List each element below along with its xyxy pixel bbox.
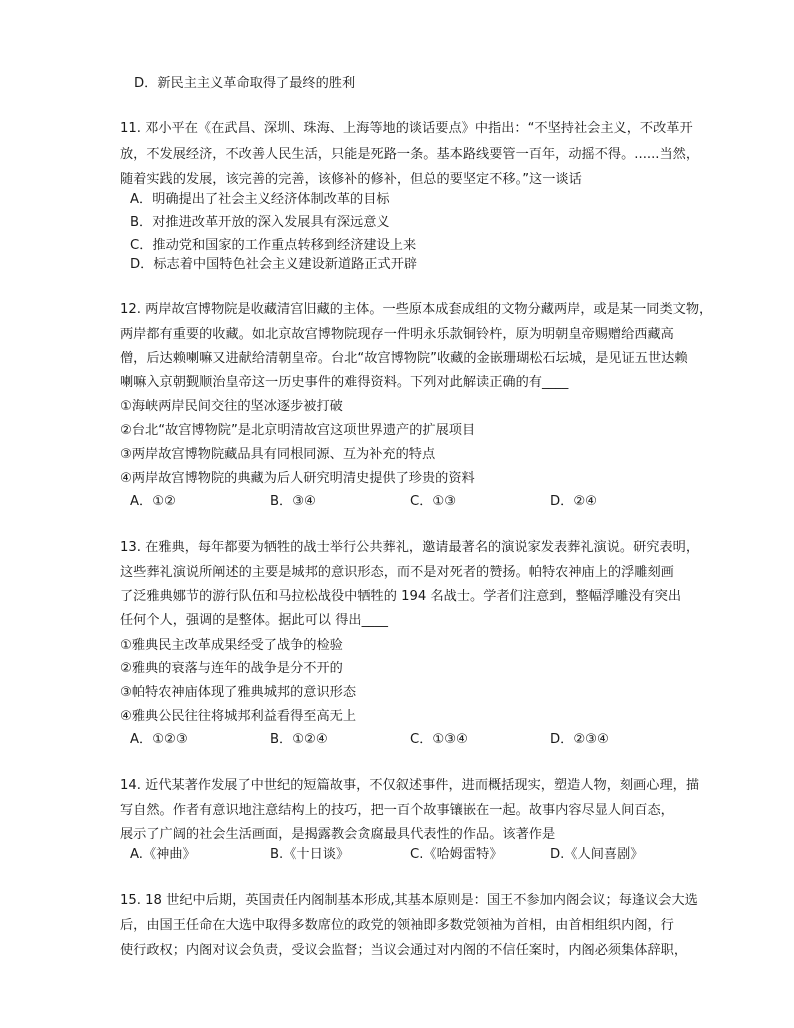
q11-option-a: A．明确提出了社会主义经济体制改革的目标 [130,192,390,207]
q15-stem-line: 使行政权；内阁对议会负责，受议会监督；当议会通过对内阁的不信任案时，内阁必须集体辞职， [120,943,688,958]
q15-stem-line: 后，由国王任命在大选中取得多数席位的政党的领袖即多数党领袖为首相，由首相组织内阁，行 [120,918,674,933]
q13-options [130,728,650,752]
q10-option-d: D．新民主主义革命取得了最终的胜利 [134,76,356,91]
q13-option-b: B．①②④ [270,732,328,747]
q14-stem-line: 14. 近代某著作发展了中世纪的短篇故事，不仅叙述事件，进而概括现实，塑造人物，刻画心理，描 [120,778,700,793]
q11-stem-line: 随着实践的发展，该完善的完善，该修补的修补，但总的要坚定不移。”这一谈话 [120,172,582,187]
q13-stem-line: 这些葬礼演说所阐述的主要是城邦的意识形态，而不是对死者的赞扬。帕特农神庙上的浮雕刻画 [120,565,674,580]
q14-options [130,843,660,867]
q12-statement: ②台北“故宫博物院”是北京明清故宫这项世界遗产的扩展项目 [120,423,476,438]
q12-statement: ③两岸故宫博物院藏品具有同根同源、互为补充的特点 [120,447,436,462]
q11-option-c: C．推动党和国家的工作重点转移到经济建设上来 [130,238,417,253]
q14-stem-line: 写自然。作者有意识地注意结构上的技巧，把一百个故事镶嵌在一起。故事内容尽显人间百态， [120,803,674,818]
q14-stem-line: 展示了广阔的社会生活画面，是揭露教会贪腐最具代表性的作品。该著作是 [120,827,556,842]
q14-option-c: C.《哈姆雷特》 [410,847,503,862]
q12-statement: ④两岸故宫博物院的典藏为后人研究明清史提供了珍贵的资料 [120,471,475,486]
q13-statement: ②雅典的衰落与连年的战争是分不开的 [120,661,343,676]
q12-stem-line: 僧，后达赖喇嘛又进献给清朝皇帝。台北“故宫博物院”收藏的金嵌珊瑚松石坛城，是见证五世达赖 [120,351,688,366]
q12-option-d: D．②④ [550,494,597,509]
q12-stem-line: 喇嘛入京朝觐顺治皇帝这一历史事件的难得资料。下列对此解读正确的有____ [120,375,569,390]
q11-stem-line: 放，不发展经济，不改善人民生活，只能是死路一条。基本路线要管一百年，动摇不得。......当然， [120,147,700,162]
q13-stem-line: 任何个人，强调的是整体。据此可以 得出____ [120,613,388,628]
q13-stem-line: 13. 在雅典，每年都要为牺牲的战士举行公共葬礼，邀请最著名的演说家发表葬礼演说。研究表明， [120,540,700,555]
q14-option-b: B.《十日谈》 [270,847,350,862]
q12-stem-line: 12. 两岸故宫博物院是收藏清宫旧藏的主体。一些原本成套成组的文物分藏两岸，或是某一同类文物， [120,302,713,317]
q11-option-b: B．对推进改革开放的深入发展具有深远意义 [130,215,390,230]
q13-statement: ③帕特农神庙体现了雅典城邦的意识形态 [120,685,357,700]
q12-stem-line: 两岸都有重要的收藏。如北京故宫博物院现存一件明永乐款铜铃杵，原为明朝皇帝赐赠给西藏高 [120,327,674,342]
q13-option-a: A．①②③ [130,732,188,747]
q12-option-b: B．③④ [270,494,316,509]
q14-option-a: A.《神曲》 [130,847,196,862]
q13-stem-line: 了泛雅典娜节的游行队伍和马拉松战役中牺牲的 194 名战士。学者们注意到，整幅浮雕没有突出 [120,589,682,604]
q15-stem-line: 15. 18 世纪中后期，英国责任内阁制基本形成,其基本原则是：国王不参加内阁会议；每逢议会大选 [120,893,698,908]
q13-option-d: D．②③④ [550,732,609,747]
q13-statement: ①雅典民主改革成果经受了战争的检验 [120,638,343,653]
q12-option-c: C．①③ [410,494,457,509]
q12-statement: ①海峡两岸民间交往的坚冰逐步被打破 [120,399,343,414]
q13-option-c: C．①③④ [410,732,468,747]
q11-stem-line: 11. 邓小平在《在武昌、深圳、珠海、上海等地的谈话要点》中指出：“不坚持社会主义，不改革开 [120,121,693,136]
q11-option-d: D．标志着中国特色社会主义建设新道路正式开辟 [130,257,418,272]
q13-statement: ④雅典公民往往将城邦利益看得至高无上 [120,709,357,724]
q12-options [130,490,650,514]
q12-option-a: A．①② [130,494,176,509]
q14-option-d: D.《人间喜剧》 [550,847,644,862]
